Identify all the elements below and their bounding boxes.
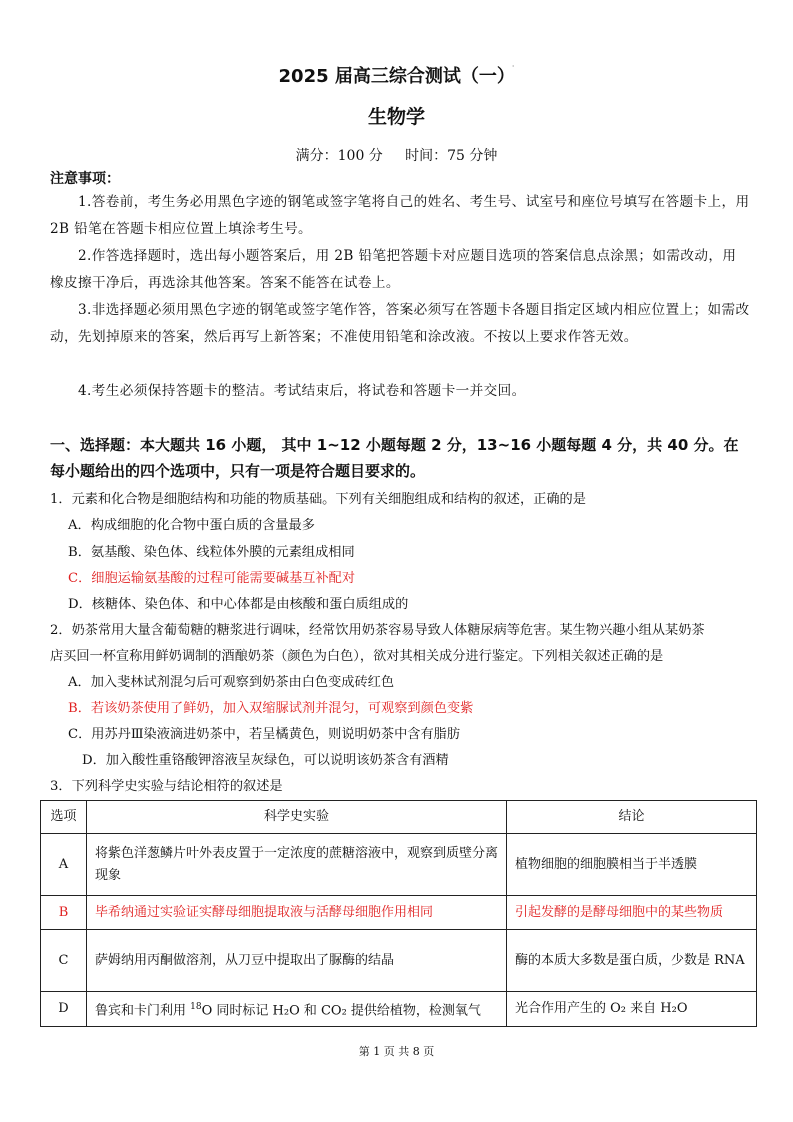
question-1-stem: 1．元素和化合物是细胞结构和功能的物质基础。下列有关细胞组成和结构的叙述，正确的是 [50,492,586,507]
table-header-conclusion: 结论 [507,801,757,834]
row-conclusion: 光合作用产生的 O₂ 来自 H₂O [507,992,757,1027]
row-experiment: 将紫色洋葱鳞片叶外表皮置于一定浓度的蔗糖溶液中，观察到质壁分离现象 [87,834,507,896]
question-3-stem: 3．下列科学史实验与结论相符的叙述是 [50,779,283,794]
question-1-option-c: C．细胞运输氨基酸的过程可能需要碱基互补配对 [68,571,356,586]
row-conclusion: 酶的本质大多数是蛋白质，少数是 RNA [507,930,757,992]
page-footer: 第 1 页 共 8 页 [358,1045,435,1058]
score-label: 满分：100 分 [295,148,383,164]
row-option: D [41,992,87,1027]
table-row [41,992,757,1027]
question-1-option-d: D．核糖体、染色体、和中心体都是由核酸和蛋白质组成的 [68,597,409,612]
exam-meta [0,145,793,165]
subject-title: 生物学 [367,106,425,128]
row-experiment-prefix: 鲁宾和卡门利用 [95,1003,191,1019]
row-option: B [41,896,87,930]
table-header-option: 选项 [41,801,87,834]
science-history-table [40,800,757,1027]
question-2-option-b: B．若该奶茶使用了鲜奶，加入双缩脲试剂并混匀，可观察到颜色变紫 [68,701,474,716]
corner-mark: · [511,62,515,71]
time-label: 时间：75 分钟 [405,148,498,164]
question-1-option-b: B．氨基酸、染色体、线粒体外膜的元素组成相同 [68,545,355,560]
row-option: C [41,930,87,992]
section-heading: 一、选择题：本大题共 16 小题， 其中 1~12 小题每题 2 分，13~16 小题每题 4 分，共 40 分。在每小题给出的四个选项中，只有一项是符合题目要求的。 [50,436,739,480]
row-option: A [41,834,87,896]
row-conclusion: 植物细胞的细胞膜相当于半透膜 [507,834,757,896]
row-conclusion: 引起发酵的是酵母细胞中的某些物质 [507,896,757,930]
table-header-row [41,801,757,834]
row-experiment: 毕希纳通过实验证实酵母细胞提取液与活酵母细胞作用相同 [87,896,507,930]
question-2-stem-line1: 2．奶茶常用大量含葡萄糖的糖浆进行调味，经常饮用奶茶容易导致人体糖尿病等危害。某生物兴趣小组从某奶茶 [50,623,705,638]
table-header-experiment: 科学史实验 [87,801,507,834]
row-experiment: 萨姆纳用丙酮做溶剂，从刀豆中提取出了脲酶的结晶 [87,930,507,992]
row-experiment [87,992,507,1027]
table-row [41,896,757,930]
table-row [41,834,757,896]
exam-title: 2025 届高三综合测试（一） · [278,62,515,87]
question-2-option-a: A．加入斐林试剂混匀后可观察到奶茶由白色变成砖红色 [68,675,395,690]
notice-item-1: 1.答卷前，考生务必用黑色字迹的钢笔或签字笔将自己的姓名、考生号、试室号和座位号填写在答题卡上，用 2B 铅笔在答题卡相应位置上填涂考生号。 [50,194,750,237]
question-1-option-a: A．构成细胞的化合物中蛋白质的含量最多 [68,518,315,533]
isotope-superscript: 18 [190,1002,202,1012]
notice-item-4: 4.考生必须保持答题卡的整洁。考试结束后，将试卷和答题卡一并交回。 [78,383,526,399]
table-row [41,930,757,992]
notice-heading: 注意事项： [50,171,120,187]
notice-item-3: 3.非选择题必须用黑色字迹的钢笔或签字笔作答，答案必须写在答题卡各题目指定区域内相应位置上；如需改动，先划掉原来的答案，然后再写上新答案；不准使用铅笔和涂改液。不按以上要求作答无效。 [50,302,750,345]
notice-item-2: 2.作答选择题时，选出每小题答案后，用 2B 铅笔把答题卡对应题目选项的答案信息点涂黑；如需改动，用橡皮擦干净后，再选涂其他答案。答案不能答在试卷上。 [50,248,737,291]
question-2-stem-line2: 店买回一杯宣称用鲜奶调制的酒酿奶茶（颜色为白色），欲对其相关成分进行鉴定。下列相关叙述正确的是 [50,649,664,664]
row-experiment-suffix: O 同时标记 H₂O 和 CO₂ 提供给植物，检测氧气 [201,1003,481,1019]
question-2-option-d: D．加入酸性重铬酸钾溶液呈灰绿色，可以说明该奶茶含有酒精 [82,753,449,768]
question-2-option-c: C．用苏丹Ⅲ染液滴进奶茶中，若呈橘黄色，则说明奶茶中含有脂肪 [68,727,461,742]
